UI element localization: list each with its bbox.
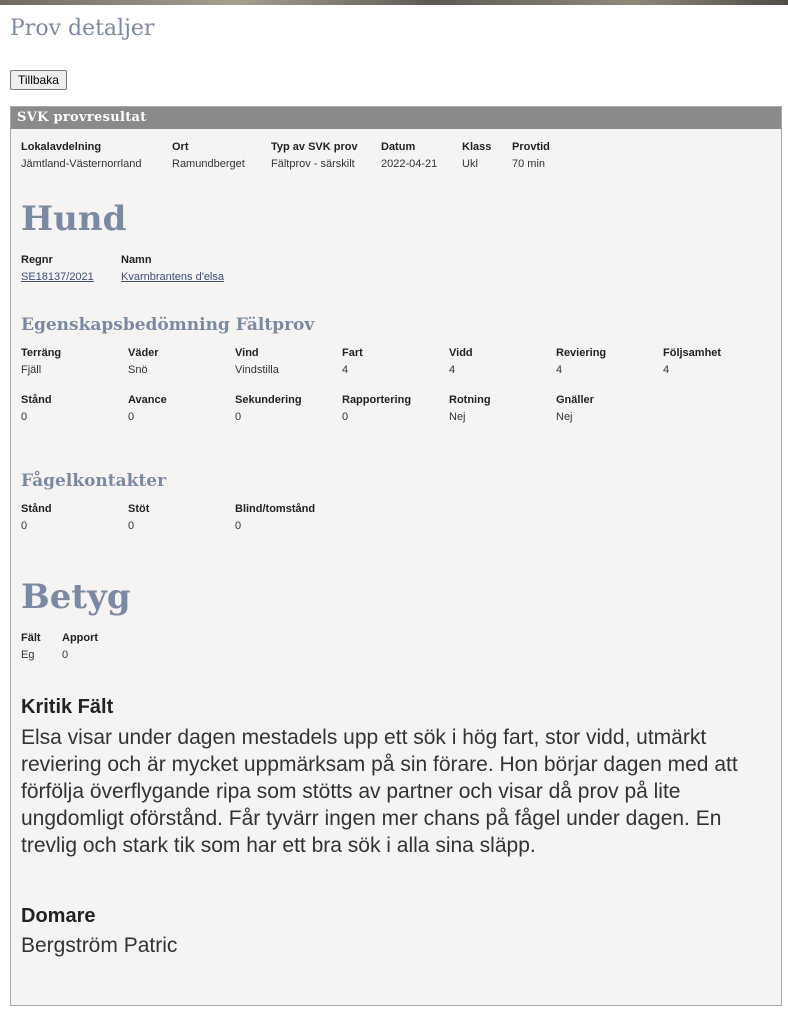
fagel-stot-value: 0	[128, 520, 135, 532]
fagel-stand-label: Stånd	[21, 503, 52, 515]
datum-value: 2022-04-21	[381, 158, 438, 170]
reviering-label: Reviering	[556, 347, 607, 359]
vind-label: Vind	[235, 347, 259, 359]
namn-link[interactable]: Kvarnbrantens d'elsa	[121, 271, 224, 283]
datum-label: Datum	[381, 141, 416, 153]
avance-label: Avance	[128, 394, 167, 406]
panel-header: SVK provresultat	[11, 107, 781, 129]
rotning-value: Nej	[449, 411, 466, 423]
fart-label: Fart	[342, 347, 363, 359]
ort-label: Ort	[172, 141, 189, 153]
kritik-title: Kritik Fält	[21, 696, 114, 718]
typ-value: Fältprov - särskilt	[271, 158, 355, 170]
page-title: Prov detaljer	[10, 16, 155, 41]
klass-value: Ukl	[462, 158, 478, 170]
rotning-label: Rotning	[449, 394, 491, 406]
rapportering-value: 0	[342, 411, 349, 423]
egenskaper-heading: Egenskapsbedömning Fältprov	[21, 315, 315, 335]
falt-label: Fält	[21, 632, 41, 644]
kritik-text: Elsa visar under dagen mestadels upp ett sök i hög fart, stor vidd, utmärkt reviering och är mycket uppmärksam på sin förare. Hon börjar dagen med att förfölja överflygande ripa som stötts av partner och visar då prov på lite ungdomligt oförstånd. Får tyvärr ingen mer chans på fågel under dagen. En trevlig och stark tik som har ett bra sök i alla sina släpp.	[21, 726, 738, 857]
ort-value: Ramundberget	[172, 158, 245, 170]
klass-label: Klass	[462, 141, 492, 153]
terrang-label: Terräng	[21, 347, 62, 359]
fagelkontakter-heading: Fågelkontakter	[21, 471, 167, 491]
vidd-label: Vidd	[449, 347, 473, 359]
namn-label: Namn	[121, 254, 152, 266]
result-panel	[10, 106, 782, 1006]
domare-name: Bergström Patric	[21, 934, 178, 957]
domare-title: Domare	[21, 905, 96, 927]
terrang-value: Fjäll	[21, 364, 42, 376]
apport-value: 0	[62, 649, 69, 661]
foljsamhet-value: 4	[663, 364, 670, 376]
regnr-link[interactable]: SE18137/2021	[21, 271, 94, 283]
rapportering-label: Rapportering	[342, 394, 412, 406]
stand-label: Stånd	[21, 394, 52, 406]
sekundering-value: 0	[235, 411, 242, 423]
fagel-blind-label: Blind/tomstånd	[235, 503, 316, 515]
fagel-blind-value: 0	[235, 520, 242, 532]
reviering-value: 4	[556, 364, 563, 376]
fagel-stot-label: Stöt	[128, 503, 150, 515]
apport-label: Apport	[62, 632, 99, 644]
vader-value: Snö	[128, 364, 148, 376]
gnaller-value: Nej	[556, 411, 573, 423]
regnr-label: Regnr	[21, 254, 53, 266]
top-banner-strip	[0, 0, 788, 5]
sekundering-label: Sekundering	[235, 394, 302, 406]
lokalavdelning-label: Lokalavdelning	[21, 141, 102, 153]
lokalavdelning-value: Jämtland-Västernorrland	[21, 158, 142, 170]
betyg-heading: Betyg	[21, 577, 131, 617]
provtid-value: 70 min	[512, 158, 546, 170]
gnaller-label: Gnäller	[556, 394, 594, 406]
vidd-value: 4	[449, 364, 456, 376]
fagel-stand-value: 0	[21, 520, 28, 532]
back-button[interactable]: Tillbaka	[10, 70, 67, 90]
avance-value: 0	[128, 411, 135, 423]
vind-value: Vindstilla	[235, 364, 279, 376]
vader-label: Väder	[128, 347, 159, 359]
falt-value: Eg	[21, 649, 35, 661]
stand-value: 0	[21, 411, 28, 423]
provtid-label: Provtid	[512, 141, 550, 153]
fart-value: 4	[342, 364, 349, 376]
typ-label: Typ av SVK prov	[271, 141, 358, 153]
foljsamhet-label: Följsamhet	[663, 347, 722, 359]
hund-heading: Hund	[21, 199, 127, 239]
